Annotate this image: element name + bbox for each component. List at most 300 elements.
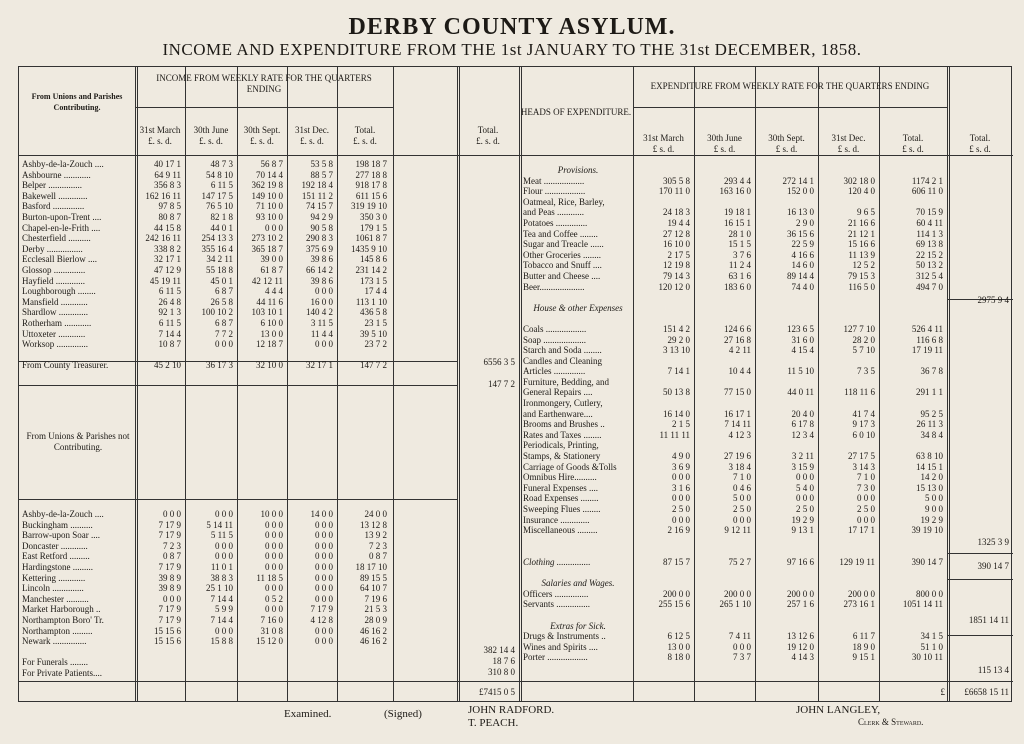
- cell: 2 5 0: [733, 504, 751, 514]
- cell: 3 11 5: [310, 317, 333, 328]
- exp-grand-header: Total.: [969, 133, 991, 143]
- cell: 127 7 10: [843, 323, 875, 334]
- cell: 103 10 1: [251, 307, 283, 318]
- cell: 200 0 0: [663, 588, 690, 599]
- income-grand-sum: £7415 0 5: [479, 687, 515, 697]
- cell: 9 13 1: [791, 525, 814, 536]
- cell: 4 16 6: [791, 249, 814, 260]
- cell: Servants ...............: [523, 599, 590, 610]
- cell: 0 0 0: [672, 514, 690, 525]
- cell: [818, 165, 875, 176]
- cell: 526 4 11: [911, 323, 943, 334]
- cell: 44 15 8: [154, 222, 181, 233]
- cell: [879, 621, 943, 632]
- cell: 611 15 6: [355, 190, 387, 201]
- exp-grand-3: 390 14 7: [977, 561, 1009, 571]
- cell: 5 14 11: [206, 519, 233, 530]
- cell: 26 5 8: [210, 296, 233, 307]
- cell: [879, 546, 943, 557]
- cell: 7 14 11: [724, 419, 751, 430]
- cell: 11 2 4: [728, 260, 751, 271]
- cell: 9 6 5: [857, 207, 875, 218]
- page-subtitle: INCOME AND EXPENDITURE FROM THE 1st JANUARY TO THE 31st DECEMBER, 1858.: [162, 40, 862, 59]
- cell: 97 16 6: [787, 556, 814, 567]
- cell: 14 6 0: [791, 260, 814, 271]
- cell: 6 17 8: [791, 419, 814, 430]
- cell: 42 12 11: [251, 275, 283, 286]
- cell: 14 2 0: [920, 472, 943, 483]
- cell: 0 0 0: [265, 551, 283, 562]
- cell: 11 13 9: [848, 249, 875, 260]
- expenditure-heads: [523, 165, 633, 663]
- cell: Sugar and Treacle ......: [523, 239, 604, 250]
- cell: 36 7 8: [920, 366, 943, 377]
- cell: Salaries and Wages.: [541, 578, 615, 589]
- cell: 27 17 5: [848, 451, 875, 462]
- cell: 12 19 8: [663, 260, 690, 271]
- cell: Brooms and Brushes ..: [523, 419, 605, 430]
- cell: 89 14 4: [787, 270, 814, 281]
- cell: 50 13 2: [916, 260, 943, 271]
- cell: Hayfield .............: [22, 275, 85, 286]
- from-unions-header: From Unions and Parishes Contributing.: [31, 92, 123, 112]
- cell: 7 17 9: [158, 519, 181, 530]
- cell: 129 19 11: [839, 556, 875, 567]
- cell: 29 2 0: [667, 334, 690, 345]
- cell: [818, 546, 875, 557]
- signer-1: JOHN RADFORD.: [468, 704, 555, 716]
- lsd-label: £ s. d.: [713, 144, 736, 154]
- cell: 116 5 0: [848, 281, 875, 292]
- cell: 302 18 0: [843, 175, 875, 186]
- cell: 22 5 9: [791, 239, 814, 250]
- cell: 70 14 4: [256, 169, 283, 180]
- cell: 30 10 11: [911, 652, 943, 663]
- cell: For Funerals ........: [22, 657, 88, 668]
- cell: 34 8 4: [920, 429, 943, 440]
- cell: Insurance .............: [523, 514, 590, 525]
- cell: 50 13 8: [663, 387, 690, 398]
- cell: [755, 313, 814, 324]
- cell: 19 2 9: [920, 514, 943, 525]
- cell: 0 0 0: [265, 583, 283, 594]
- cell: 15 15 6: [154, 636, 181, 647]
- cell: 3 2 11: [791, 451, 814, 462]
- cell: 272 14 1: [782, 175, 814, 186]
- cell: [633, 197, 690, 208]
- exp-grand-sum: £6658 15 11: [964, 687, 1009, 697]
- cell: Market Harborough ..: [22, 604, 101, 615]
- not-contributing-label: From Unions & Parishes not Contributing.: [26, 431, 130, 452]
- rule-h: [135, 155, 457, 156]
- cell: [694, 536, 751, 547]
- cell: 7 2 3: [163, 540, 181, 551]
- rule-v: [393, 67, 394, 701]
- rule-h: [519, 155, 1013, 156]
- cell: 27 12 8: [663, 228, 690, 239]
- cell: [818, 536, 875, 547]
- cell: 0 0 0: [733, 514, 751, 525]
- cell: 319 19 10: [351, 201, 387, 212]
- income-total-header: Total.: [354, 125, 376, 135]
- cell: [337, 350, 387, 361]
- lsd-label: £ s. d.: [837, 144, 860, 154]
- cell: 79 15 3: [848, 270, 875, 281]
- cell: 0 0 0: [315, 530, 333, 541]
- cell: Northampton Boro' Tr.: [22, 614, 104, 625]
- cell: [523, 546, 633, 557]
- cell: Ashbourne ............: [22, 169, 91, 180]
- cell: 2 5 0: [796, 504, 814, 514]
- cell: 7 14 4: [158, 328, 181, 339]
- cell: Omnibus Hire..........: [523, 472, 597, 483]
- cell: Other Groceries ........: [523, 249, 601, 260]
- cell: [818, 197, 875, 208]
- income-q4-values: [287, 159, 333, 371]
- cell: 10 8 7: [158, 339, 181, 350]
- cell: [523, 292, 633, 303]
- cell: 6 12 5: [667, 631, 690, 642]
- rule-v: [947, 67, 950, 701]
- cell: [633, 440, 690, 451]
- cell: 0 0 0: [315, 551, 333, 562]
- cell: 0 5 2: [265, 593, 283, 604]
- cell: [694, 440, 751, 451]
- cell: 152 0 0: [787, 186, 814, 197]
- cell: Loughborough ........: [22, 286, 96, 297]
- cell: 24 0 0: [364, 509, 387, 519]
- cell: 436 5 8: [360, 307, 387, 318]
- cell: 13 12 6: [787, 631, 814, 642]
- cell: [755, 610, 814, 621]
- cell: 1435 9 10: [351, 243, 387, 254]
- exp-grand-1: 2975 9 4: [977, 295, 1009, 305]
- cell: Buckingham ..........: [22, 519, 93, 530]
- cell: 5 4 0: [796, 482, 814, 493]
- cell: 32 10 0: [256, 360, 283, 371]
- cell: 9 17 3: [852, 419, 875, 430]
- cell: 149 10 0: [251, 190, 283, 201]
- cell: Potatoes ..............: [523, 217, 588, 228]
- cell: 147 17 5: [201, 190, 233, 201]
- cell: 28 0 9: [364, 614, 387, 625]
- cell: 163 16 0: [719, 186, 751, 197]
- cell: 0 0 0: [315, 636, 333, 647]
- cell: [879, 313, 943, 324]
- cell: 0 0 0: [672, 493, 690, 504]
- cell: 16 0 0: [310, 296, 333, 307]
- cell: 69 13 8: [916, 239, 943, 250]
- cell: 16 15 1: [724, 217, 751, 228]
- cell: 231 14 2: [355, 264, 387, 275]
- cell: 64 9 11: [154, 169, 181, 180]
- cell: 1051 14 11: [902, 599, 943, 610]
- cell: 170 11 0: [658, 186, 690, 197]
- cell: 75 2 7: [728, 556, 751, 567]
- cell: 305 5 8: [663, 175, 690, 186]
- cell: 0 0 0: [265, 519, 283, 530]
- cell: 606 11 0: [911, 186, 943, 197]
- cell: [237, 350, 283, 361]
- exp-q2-header: 30th June: [707, 133, 742, 143]
- cell: 31 6 0: [791, 334, 814, 345]
- cell: 15 16 6: [848, 239, 875, 250]
- cell: Derby ................: [22, 243, 83, 254]
- cell: 242 16 11: [145, 233, 181, 244]
- cell: [755, 536, 814, 547]
- cell: 179 1 5: [360, 222, 387, 233]
- cell: 10 4 4: [728, 366, 751, 377]
- cell: [633, 165, 690, 176]
- cell: 147 7 2: [360, 360, 387, 371]
- cell: 0 0 0: [163, 593, 181, 604]
- cell: 1061 8 7: [355, 233, 387, 244]
- cell: Periodicals, Printing,: [523, 440, 599, 451]
- cell: 3 1 6: [672, 482, 690, 493]
- cell: 118 11 6: [844, 387, 875, 398]
- cell: 11 5 10: [787, 366, 814, 377]
- rule-h: [19, 155, 135, 156]
- cell: [523, 568, 633, 579]
- cell: 17 19 11: [911, 345, 943, 356]
- cell: 19 18 1: [724, 207, 751, 218]
- cell: 61 8 7: [260, 264, 283, 275]
- cell: [694, 546, 751, 557]
- cell: 7 1 0: [857, 472, 875, 483]
- cell: 31 0 8: [260, 625, 283, 636]
- cell: 27 16 8: [724, 334, 751, 345]
- cell: 28 1 0: [728, 228, 751, 239]
- cell: 39 8 6: [310, 254, 333, 265]
- exp-q1-header: 31st March: [643, 133, 684, 143]
- clerk-title: Clerk & Steward.: [858, 717, 924, 727]
- cell: Wines and Spirits ....: [523, 641, 598, 652]
- cell: 74 4 0: [791, 281, 814, 292]
- cell: 3 14 3: [852, 461, 875, 472]
- cell: Bakewell .............: [22, 190, 88, 201]
- cell: 356 8 3: [154, 180, 181, 191]
- cell: 44 0 11: [787, 387, 814, 398]
- cell: 0 0 0: [265, 561, 283, 572]
- cell: [755, 303, 814, 314]
- cell: 183 6 0: [724, 281, 751, 292]
- cell: [633, 377, 690, 388]
- cell: 26 4 8: [158, 296, 181, 307]
- cell: [879, 568, 943, 579]
- cell: 2 16 9: [667, 525, 690, 536]
- income-b-q4-values: [287, 509, 333, 647]
- cell: 15 1 5: [728, 239, 751, 250]
- cell: 9 12 11: [724, 525, 751, 536]
- lsd-label: £. s. d.: [250, 136, 274, 146]
- cell: [633, 313, 690, 324]
- lsd-label: £ s. d.: [775, 144, 798, 154]
- cell: Belper ...............: [22, 180, 82, 191]
- cell: 7 17 9: [310, 604, 333, 615]
- cell: [694, 303, 751, 314]
- cell: 63 8 10: [916, 451, 943, 462]
- exp-total-header: Total.: [902, 133, 924, 143]
- cell: [633, 398, 690, 409]
- cell: [633, 546, 690, 557]
- cell: Burton-upon-Trent ....: [22, 211, 102, 222]
- cell: Newark ...............: [22, 636, 87, 647]
- cell: Funeral Expenses ....: [523, 482, 598, 493]
- cell: 124 6 6: [724, 323, 751, 334]
- cell: [879, 165, 943, 176]
- cell: 48 7 3: [210, 159, 233, 169]
- cell: 0 0 0: [265, 530, 283, 541]
- cell: [818, 356, 875, 367]
- cell: [755, 356, 814, 367]
- cell: 10 0 0: [260, 509, 283, 519]
- cell: Tea and Coffee ........: [523, 228, 598, 239]
- cell: [523, 313, 633, 324]
- cell: 7 17 9: [158, 561, 181, 572]
- rule-h: [19, 499, 457, 500]
- cell: 6 11 5: [158, 286, 181, 297]
- rule-v: [519, 67, 522, 701]
- cell: 3 7 6: [733, 249, 751, 260]
- cell: Lincoln ..............: [22, 583, 84, 594]
- cell: 7 4 11: [728, 631, 751, 642]
- cell: 90 5 8: [310, 222, 333, 233]
- cell: 114 1 3: [916, 228, 943, 239]
- lsd-label: £ s. d.: [969, 144, 991, 154]
- cell: Meat ..................: [523, 175, 585, 186]
- cell: 6 10 0: [260, 317, 283, 328]
- cell: 79 14 3: [663, 270, 690, 281]
- cell: Doncaster ............: [22, 540, 88, 551]
- cell: 44 0 1: [210, 222, 233, 233]
- cell: 12 5 2: [852, 260, 875, 271]
- cell: House & other Expenses: [533, 302, 623, 313]
- cell: Starch and Soda ........: [523, 345, 602, 356]
- cell: Coals ..................: [523, 323, 587, 334]
- cell: [287, 350, 333, 361]
- cell: 87 15 7: [663, 556, 690, 567]
- cell: 19 2 9: [791, 514, 814, 525]
- cell: 9 15 1: [852, 652, 875, 663]
- cell: 21 5 3: [364, 604, 387, 615]
- cell: 350 3 0: [360, 211, 387, 222]
- income-q2-header: 30th June: [193, 125, 229, 135]
- cell: 918 17 8: [355, 180, 387, 191]
- cell: [755, 197, 814, 208]
- cell: 15 15 6: [154, 625, 181, 636]
- cell: 47 12 9: [154, 264, 181, 275]
- cell: [694, 568, 751, 579]
- cell: 64 10 7: [360, 583, 387, 594]
- cell: 4 9 0: [672, 451, 690, 462]
- cell: 7 14 1: [667, 366, 690, 377]
- cell: 355 16 4: [201, 243, 233, 254]
- cell: [879, 398, 943, 409]
- cell: [694, 610, 751, 621]
- income-grand-3: 382 14 4: [483, 645, 515, 655]
- cell: 4 2 11: [728, 345, 751, 356]
- income-q1-header: 31st March: [139, 125, 181, 135]
- cell: 2 1 5: [672, 419, 690, 430]
- cell: [694, 313, 751, 324]
- cell: 66 14 2: [306, 264, 333, 275]
- rule-h: [947, 579, 1013, 580]
- income-total-values: [337, 159, 387, 371]
- cell: 0 0 0: [215, 339, 233, 350]
- cell: [755, 546, 814, 557]
- income-b-q2-values: [185, 509, 233, 647]
- cell: [818, 621, 875, 632]
- cell: Carriage of Goods &Tolls: [523, 461, 617, 472]
- cell: 7 2 3: [369, 540, 387, 551]
- cell: [818, 578, 875, 589]
- cell: 7 17 9: [158, 614, 181, 625]
- cell: 173 1 5: [360, 275, 387, 286]
- cell: 7 3 5: [857, 366, 875, 377]
- cell: 36 17 3: [206, 360, 233, 371]
- cell: 375 6 9: [306, 243, 333, 254]
- cell: 92 1 3: [158, 307, 181, 318]
- cell: 116 6 8: [916, 334, 943, 345]
- cell: 39 19 10: [911, 525, 943, 536]
- cell: 4 12 8: [310, 614, 333, 625]
- cell: 4 14 3: [791, 652, 814, 663]
- rule-h: [135, 107, 393, 108]
- cell: [135, 350, 181, 361]
- cell: 7 17 9: [158, 530, 181, 541]
- cell: 25 1 10: [206, 583, 233, 594]
- cell: [755, 292, 814, 303]
- cell: 0 0 0: [672, 472, 690, 483]
- cell: 365 18 7: [251, 243, 283, 254]
- cell: 7 16 0: [260, 614, 283, 625]
- cell: 17 4 4: [364, 286, 387, 297]
- cell: 45 19 11: [149, 275, 181, 286]
- cell: 9 0 0: [925, 504, 943, 514]
- income-section-header: INCOME FROM WEEKLY RATE FOR THE QUARTERS ENDING: [156, 73, 372, 94]
- cell: 0 0 0: [215, 540, 233, 551]
- cell: 13 0 0: [667, 641, 690, 652]
- cell: 13 0 0: [260, 328, 283, 339]
- income-q3-values: [237, 159, 283, 371]
- cell: 70 15 9: [916, 207, 943, 218]
- cell: 39 5 10: [360, 328, 387, 339]
- income-b-q3-values: [237, 509, 283, 647]
- cell: Ashby-de-la-Zouch ....: [22, 509, 104, 519]
- cell: [755, 578, 814, 589]
- cell: 145 8 6: [360, 254, 387, 265]
- cell: [694, 578, 751, 589]
- cell: 7 17 9: [158, 604, 181, 615]
- rule-h: [633, 107, 947, 108]
- cell: [879, 292, 943, 303]
- income-noncontrib-names: [22, 509, 134, 679]
- cell: 0 0 0: [315, 286, 333, 297]
- cell: Oatmeal, Rice, Barley,: [523, 196, 605, 207]
- cell: 200 0 0: [787, 588, 814, 599]
- cell: 200 0 0: [848, 588, 875, 599]
- lsd-label: £. s. d.: [300, 136, 324, 146]
- cell: 21 12 1: [848, 228, 875, 239]
- cell: 16 17 1: [724, 408, 751, 419]
- cell: 5 0 0: [925, 493, 943, 504]
- cell: 0 0 0: [315, 561, 333, 572]
- cell: 26 11 3: [916, 419, 943, 430]
- cell: 0 0 0: [315, 540, 333, 551]
- cell: [694, 398, 751, 409]
- cell: 11 18 5: [256, 572, 283, 583]
- cell: [633, 356, 690, 367]
